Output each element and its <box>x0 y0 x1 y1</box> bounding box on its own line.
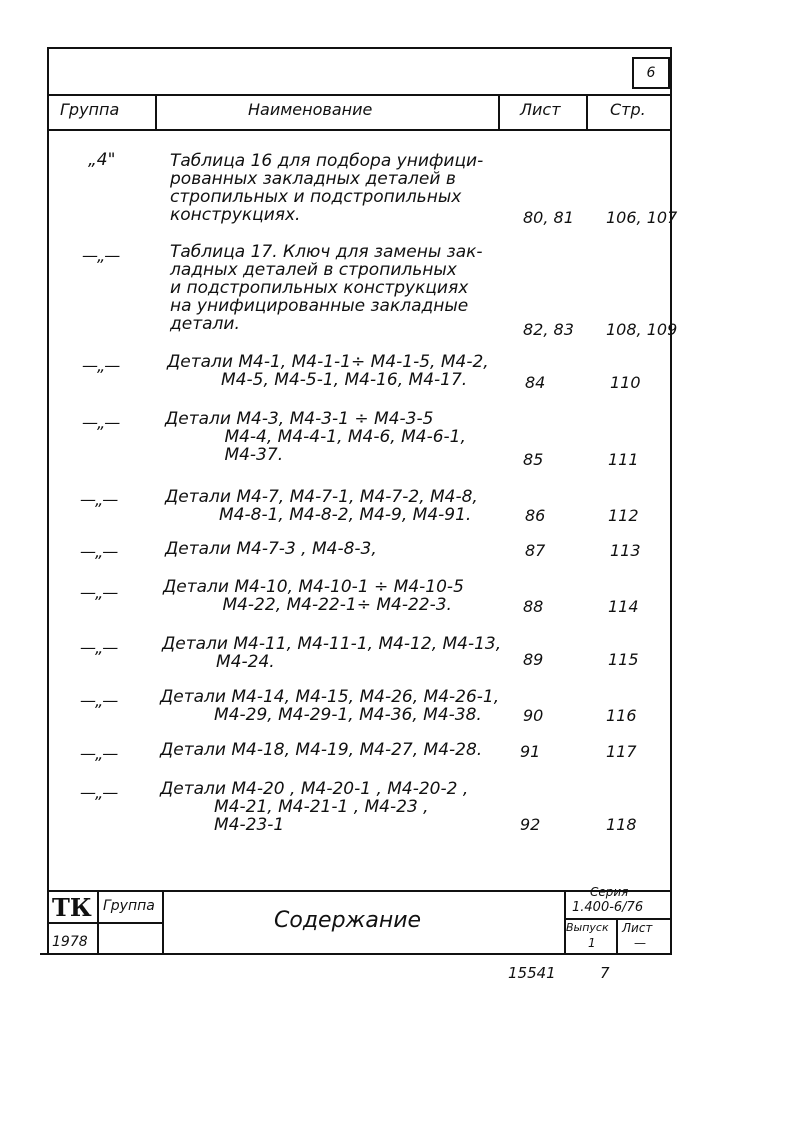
title-block-right-mid <box>565 918 672 920</box>
tb-group-label: Группа <box>103 898 155 914</box>
copy-number: 7 <box>600 964 610 982</box>
issue-label: Выпуск <box>566 921 609 934</box>
entry-page: 110 <box>610 373 641 392</box>
entry-page: 115 <box>608 650 639 669</box>
entry-sheet: 91 <box>520 742 541 761</box>
entry-group: —„— <box>82 246 120 265</box>
document-title: Содержание <box>274 908 422 933</box>
entry-sheet: 87 <box>525 541 546 560</box>
page-number: 6 <box>632 57 670 89</box>
entry-text: Детали М4-3, М4-3-1 ÷ М4-3-5 М4-4, М4-4-1, М4-6, М4-6-1, М4-37. <box>165 409 466 465</box>
header-name: Наименование <box>248 100 373 119</box>
entry-page: 106, 107 <box>606 208 678 227</box>
tb-divider-2 <box>162 890 164 954</box>
entry-group: —„— <box>80 744 118 763</box>
header-page: Стр. <box>610 100 646 119</box>
header-sheet: Лист <box>520 100 561 119</box>
entry-page: 111 <box>608 450 639 469</box>
series-label: Серия <box>590 885 629 899</box>
entry-page: 116 <box>606 706 637 725</box>
tb-divider-1 <box>97 890 99 954</box>
entry-group: —„— <box>80 490 118 509</box>
col-divider-2 <box>498 94 500 130</box>
title-block-mid <box>47 922 163 924</box>
tb-sheet-label: Лист <box>622 921 653 935</box>
entry-page: 118 <box>606 815 637 834</box>
entry-page: 113 <box>610 541 641 560</box>
entry-group: —„— <box>80 638 118 657</box>
entry-sheet: 82, 83 <box>523 320 574 339</box>
entry-page: 112 <box>608 506 639 525</box>
entry-page: 114 <box>608 597 639 616</box>
header-top-line <box>47 94 672 96</box>
entry-text: Детали М4-10, М4-10-1 ÷ М4-10-5 М4-22, М4-22-1÷ М4-22-3. <box>163 577 464 615</box>
entry-sheet: 88 <box>523 597 544 616</box>
entry-page: 108, 109 <box>606 320 678 339</box>
series-value: 1.400-6/76 <box>572 900 644 915</box>
header-group: Группа <box>60 100 120 119</box>
header-bottom-line <box>47 129 672 131</box>
title-block-top <box>47 890 672 892</box>
entry-text: Детали М4-1, М4-1-1÷ М4-1-5, М4-2, М4-5, М4-5-1, М4-16, М4-17. <box>167 352 489 390</box>
tb-divider-4 <box>616 918 618 954</box>
entry-sheet: 89 <box>523 650 544 669</box>
entry-group: —„— <box>80 691 118 710</box>
entry-sheet: 84 <box>525 373 546 392</box>
order-number: 15541 <box>508 964 556 982</box>
entry-text: Таблица 16 для подбора унифици- рованных закладных деталей в стропильных и подстропильных конструкциях. <box>170 151 484 225</box>
entry-group: —„— <box>80 542 118 561</box>
entry-group: —„— <box>80 583 118 602</box>
entry-text: Детали М4-18, М4-19, М4-27, М4-28. <box>160 740 483 760</box>
org-logo: ТК <box>52 893 92 922</box>
tb-sheet-value: — <box>634 936 646 950</box>
col-divider-1 <box>155 94 157 130</box>
entry-text: Детали М4-14, М4-15, М4-26, М4-26-1, М4-29, М4-29-1, М4-36, М4-38. <box>160 687 500 725</box>
entry-text: Детали М4-7, М4-7-1, М4-7-2, М4-8, М4-8-1, М4-8-2, М4-9, М4-91. <box>165 487 478 525</box>
entry-sheet: 86 <box>525 506 546 525</box>
entry-sheet: 92 <box>520 815 541 834</box>
entry-sheet: 80, 81 <box>523 208 574 227</box>
entry-group: —„— <box>82 356 120 375</box>
entry-group: „4" <box>88 150 116 170</box>
entry-group: —„— <box>82 413 120 432</box>
tb-year: 1978 <box>52 934 88 950</box>
issue-value: 1 <box>588 936 596 950</box>
entry-sheet: 90 <box>523 706 544 725</box>
entry-sheet: 85 <box>523 450 544 469</box>
entry-text: Таблица 17. Ключ для замены зак- ладных деталей в стропильных и подстропильных конструкциях на унифицированные закладные детали. <box>170 242 483 334</box>
entry-text: Детали М4-7-3 , М4-8-3, <box>165 539 377 559</box>
frame-bottom-extension <box>40 953 672 955</box>
entry-text: Детали М4-11, М4-11-1, М4-12, М4-13, М4-24. <box>162 634 502 672</box>
col-divider-3 <box>586 94 588 130</box>
entry-group: —„— <box>80 783 118 802</box>
entry-text: Детали М4-20 , М4-20-1 , М4-20-2 , М4-21, М4-21-1 , М4-23 , М4-23-1 <box>160 779 469 835</box>
entry-page: 117 <box>606 742 637 761</box>
